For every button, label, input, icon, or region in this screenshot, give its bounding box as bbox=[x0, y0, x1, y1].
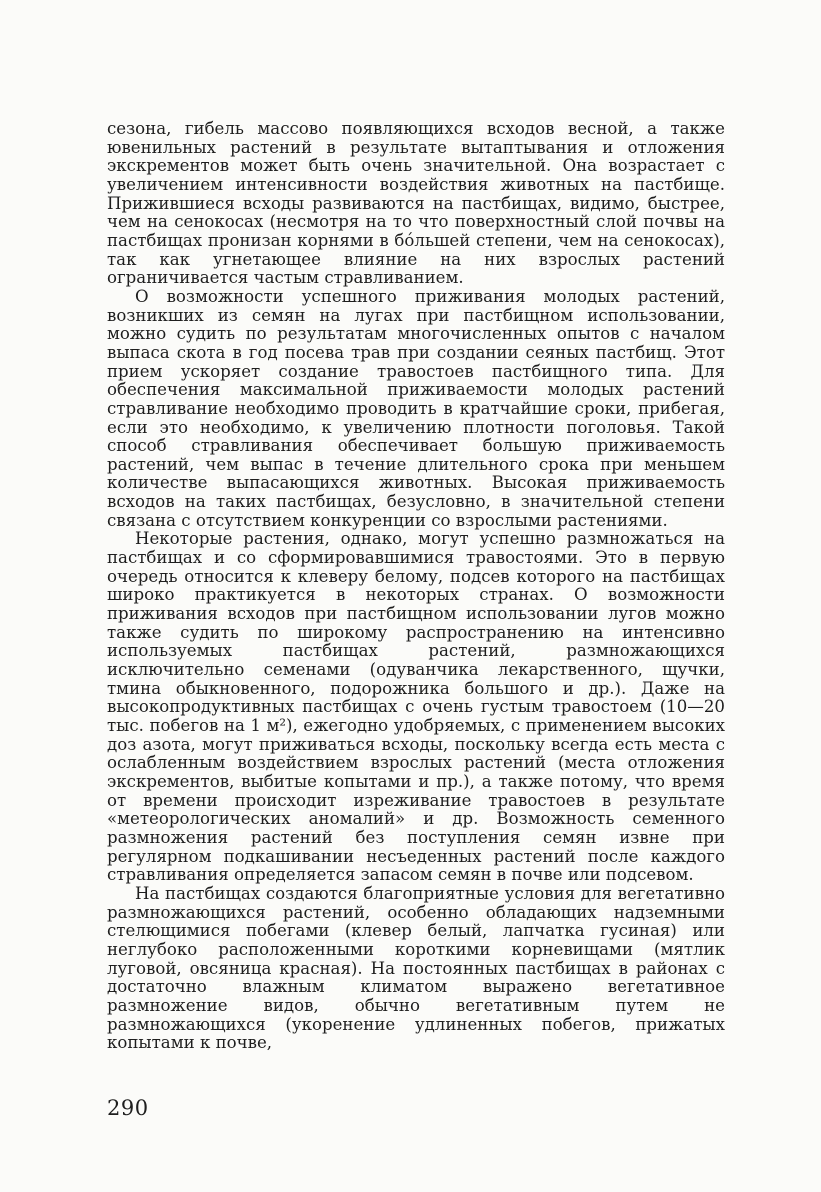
body-text bbox=[107, 120, 725, 1053]
paragraph-continuation: сезона, гибель массово появляющихся всходов весной, а также ювенильных растений в результате вытаптывания и отложения экскрементов может быть очень значительной. Она возрастает с увеличением интенсивности воздействия животных на пастбище. Прижившиеся всходы развиваются на пастбищах, видимо, быстрее, чем на сенокосах (несмотря на то что поверхностный слой почвы на пастбищах пронизан корнями в бóльшей степени, чем на сенокосах), так как угнетающее влияние на них взрослых растений ограничивается частым стравливанием. bbox=[107, 119, 725, 288]
page-number: 290 bbox=[107, 1096, 149, 1120]
paragraph-seed-reproduction: Некоторые растения, однако, могут успешно размножаться на пастбищах и со сформировавшимися травостоями. Это в первую очередь относится к клеверу белому, подсев которого на пастбищах широко практикуется в некоторых странах. О возможности приживания всходов при пастбищном использовании лугов можно также судить по широкому распространению на интенсивно используемых пастбищах растений, размножающихся исключительно семенами (одуванчика лекарственного, щучки, тмина обыкновенного, подорожника большого и др.). Даже на высокопродуктивных пастбищах с очень густым травостоем (10—20 тыс. побегов на 1 м²), ежегодно удобряемых, с применением высоких доз азота, могут приживаться всходы, поскольку всегда есть места с ослабленным воздействием взрослых растений (места отложения экскрементов, выбитые копытами и пр.), а также потому, что время от времени происходит изреживание травостоев в результате «метеорологических аномалий» и др. Возможность семенного размножения растений без поступления семян извне при регулярном подкашивании несъеденных растений после каждого стравливания определяется запасом семян в почве или подсевом. bbox=[107, 529, 725, 885]
paragraph-vegetative-reproduction: На пастбищах создаются благоприятные условия для вегетативно размножающихся растений, особенно обладающих надземными стелющимися побегами (клевер белый, лапчатка гусиная) или неглубоко расположенными короткими корневищами (мятлик луговой, овсяница красная). На постоянных пастбищах в районах с достаточно влажным климатом выражено вегетативное размножение видов, обычно вегетативным путем не размножающихся (укоренение удлиненных побегов, прижатых копытами к почве, bbox=[107, 883, 725, 1053]
paragraph-seedling-survival: О возможности успешного приживания молодых растений, возникших из семян на лугах при пастбищном использовании, можно судить по результатам многочисленных опытов с началом выпаса скота в год посева трав при создании сеяных пастбищ. Этот прием ускоряет создание травостоев пастбищного типа. Для обеспечения максимальной приживаемости молодых растений стравливание необходимо проводить в кратчайшие сроки, прибегая, если это необходимо, к увеличению плотности поголовья. Такой способ стравливания обеспечивает большую приживаемость растений, чем выпас в течение длительного срока при меньшем количестве выпасающихся животных. Высокая приживаемость всходов на таких пастбищах, безусловно, в значительной степени связана с отсутствием конкуренции со взрослыми растениями. bbox=[107, 286, 725, 530]
